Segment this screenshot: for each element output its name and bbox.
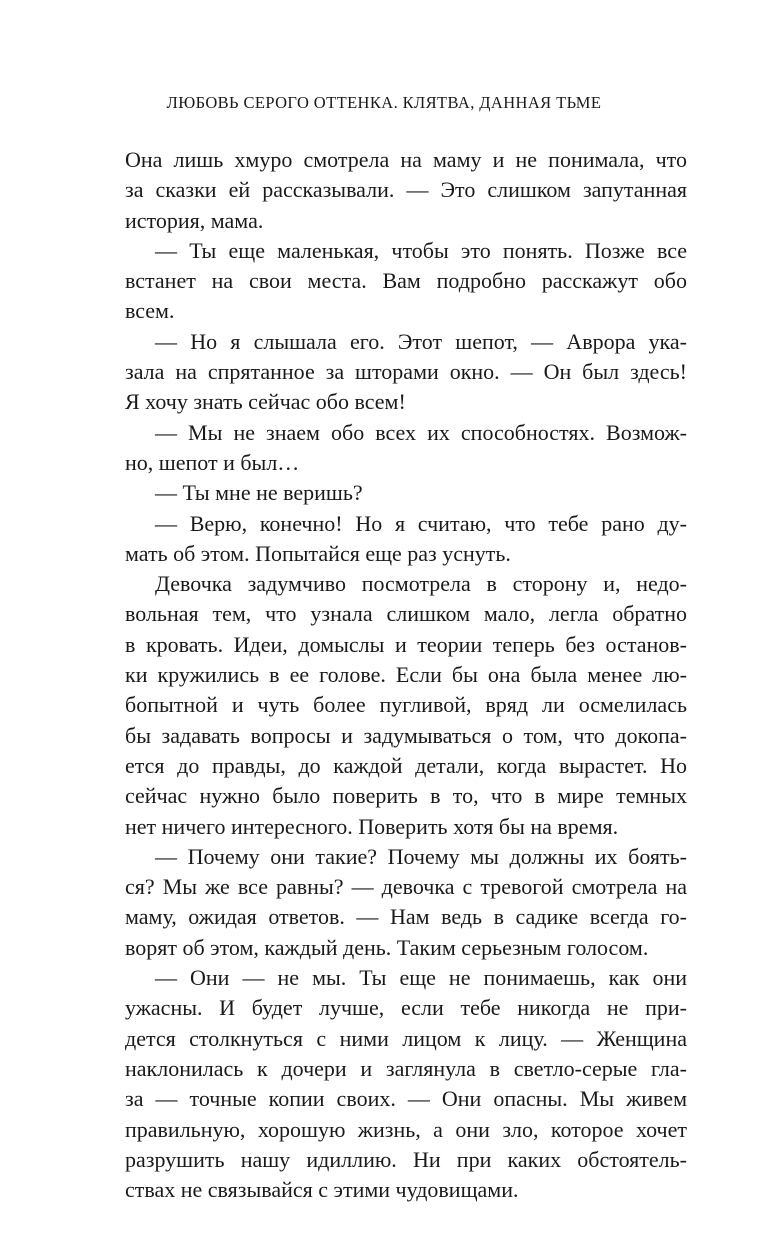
- text-line: разрушить нашу идиллию. Ни при каких обстоятель-: [125, 1146, 687, 1172]
- text-line: Я хочу знать сейчас обо всем!: [125, 389, 406, 415]
- text-line: но, шепот и был…: [125, 449, 300, 475]
- text-line: зала на спрятанное за шторами окно. — Он был здесь!: [125, 359, 687, 385]
- text-line: ворят об этом, каждый день. Таким серьезным голосом.: [125, 934, 649, 960]
- text-line: за сказки ей рассказывали. — Это слишком запутанная: [125, 177, 687, 203]
- text-line: нет ничего интересного. Поверить хотя бы на время.: [125, 813, 619, 839]
- text-line: бы задавать вопросы и задумываться о том, что докопа-: [125, 722, 687, 748]
- text-line: ствах не связывайся с этими чудовищами.: [125, 1177, 519, 1203]
- text-line: встанет на свои места. Вам подробно расскажут обо: [125, 268, 687, 294]
- text-line: мать об этом. Попытайся еще раз уснуть.: [125, 540, 511, 566]
- text-line: — Но я слышала его. Этот шепот, — Аврора ука-: [155, 328, 687, 354]
- text-line: — Мы не знаем обо всех их способностях. Возмож-: [155, 419, 687, 445]
- text-line: сейчас нужно было поверить в то, что в мире темных: [125, 783, 687, 809]
- text-line: — Ты еще маленькая, чтобы это понять. Позже все: [155, 237, 687, 263]
- running-head-title: ЛЮБОВЬ СЕРОГО ОТТЕНКА. КЛЯТВА, ДАННАЯ ТЬМЕ: [166, 93, 602, 112]
- page-body: [125, 145, 687, 1205]
- paragraph: [125, 842, 687, 963]
- text-line: — Ты мне не веришь?: [155, 480, 363, 506]
- paragraph: [125, 569, 687, 842]
- paragraph: [125, 478, 687, 508]
- text-line: ки кружились в ее голове. Если бы она была менее лю-: [125, 662, 687, 688]
- paragraph: [125, 418, 687, 479]
- text-line: дется столкнуться с ними лицом к лицу. — Женщина: [125, 1025, 687, 1051]
- text-line: — Верю, конечно! Но я считаю, что тебе рано ду-: [155, 510, 687, 536]
- paragraph: [125, 509, 687, 570]
- text-line: ужасны. И будет лучше, если тебе никогда не при-: [125, 995, 687, 1021]
- text-line: вольная тем, что узнала слишком мало, легла обратно: [125, 601, 687, 627]
- text-line: правильную, хорошую жизнь, а они зло, которое хочет: [125, 1116, 687, 1142]
- text-line: маму, ожидая ответов. — Нам ведь в садике всегда го-: [125, 904, 687, 930]
- text-line: бопытной и чуть более пугливой, вряд ли осмелилась: [125, 692, 687, 718]
- paragraph: [125, 236, 687, 327]
- paragraph: [125, 145, 687, 236]
- text-line: всем.: [125, 298, 175, 324]
- text-line: за — точные копии своих. — Они опасны. Мы живем: [125, 1086, 687, 1112]
- text-line: Она лишь хмуро смотрела на маму и не понимала, что: [125, 147, 687, 172]
- paragraph: [125, 327, 687, 418]
- text-line: история, мама.: [125, 207, 264, 233]
- text-line: наклонилась к дочери и заглянула в светло-серые гла-: [125, 1055, 687, 1081]
- text-line: — Почему они такие? Почему мы должны их боять-: [155, 843, 687, 869]
- text-line: в кровать. Идеи, домыслы и теории теперь без останов-: [125, 631, 687, 657]
- text-line: ется до правды, до каждой детали, когда вырастет. Но: [125, 752, 687, 778]
- text-line: ся? Мы же все равны? — девочка с тревогой смотрела на: [125, 874, 687, 900]
- text-line: — Они — не мы. Ты еще не понимаешь, как они: [155, 965, 687, 991]
- text-line: Девочка задумчиво посмотрела в сторону и, недо-: [155, 571, 687, 597]
- paragraph: [125, 963, 687, 1205]
